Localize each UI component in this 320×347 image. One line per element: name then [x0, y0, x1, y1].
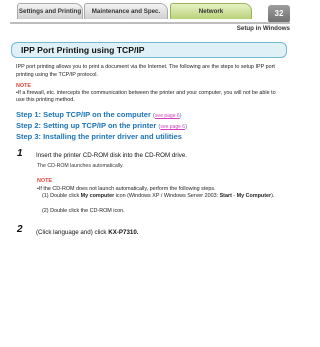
note-bullet — [16, 90, 284, 104]
step1-link[interactable]: see page 6 — [154, 113, 180, 119]
step1-heading-text: Step 1: Setup TCP/IP on the computer — [16, 110, 151, 119]
tab-settings-and-printing[interactable]: Settings and Printing — [17, 3, 83, 19]
step1-note-label: NOTE — [37, 178, 52, 184]
note-bullet-text: If a firewall, etc. intercepts the communication between the printer and your computer, you will not be able to use this printing method. — [16, 90, 276, 103]
intro-paragraph: IPP port printing allows you to print a document via the Internet. The following are the steps to setup IPP port printing using the TCP/IP protocol. — [16, 64, 275, 78]
step2-heading: Step 2: Setting up TCP/IP on the printer (see page 6) — [16, 121, 188, 130]
bullet-icon: • — [16, 90, 18, 96]
step1-number: 1 — [17, 148, 23, 159]
step2-text: (Click language and) click KX-P7310. — [36, 229, 139, 236]
step1-heading: Step 1: Setup TCP/IP on the computer (see page 6) — [16, 110, 182, 119]
section-label: Setup in Windows — [236, 25, 290, 32]
page-title: IPP Port Printing using TCP/IP — [21, 45, 145, 55]
step1-note-bullet — [37, 186, 287, 193]
step2-number: 2 — [17, 224, 23, 235]
step1-text: Insert the printer CD-ROM disk into the CD-ROM drive. — [36, 152, 187, 159]
page-number-badge: 32 — [268, 5, 290, 23]
header-tabs — [0, 0, 300, 20]
tab-network[interactable]: Network — [170, 3, 252, 19]
note-label: NOTE — [16, 83, 31, 89]
header-divider — [10, 22, 290, 24]
step3-heading-text: Step 3: Installing the printer driver and utilities — [16, 132, 182, 141]
step1-item1: (1) Double click My computer icon (Windows XP / Windows Server 2003: Start - My Computer). — [42, 193, 275, 199]
bullet-icon: • — [37, 186, 39, 192]
title-box — [11, 42, 287, 58]
step2-link[interactable]: see page 6 — [160, 124, 186, 130]
step2-heading-text: Step 2: Setting up TCP/IP on the printer — [16, 121, 157, 130]
tab-maintenance-and-spec[interactable]: Maintenance and Spec. — [84, 3, 168, 19]
step1-note-bullet-text: If the CD-ROM does not launch automatically, perform the following steps. — [38, 186, 216, 192]
step1-item2: (2) Double click the CD-ROM icon. — [42, 208, 125, 214]
step1-sub: The CD-ROM launches automatically. — [37, 163, 124, 169]
step3-heading — [16, 132, 182, 141]
